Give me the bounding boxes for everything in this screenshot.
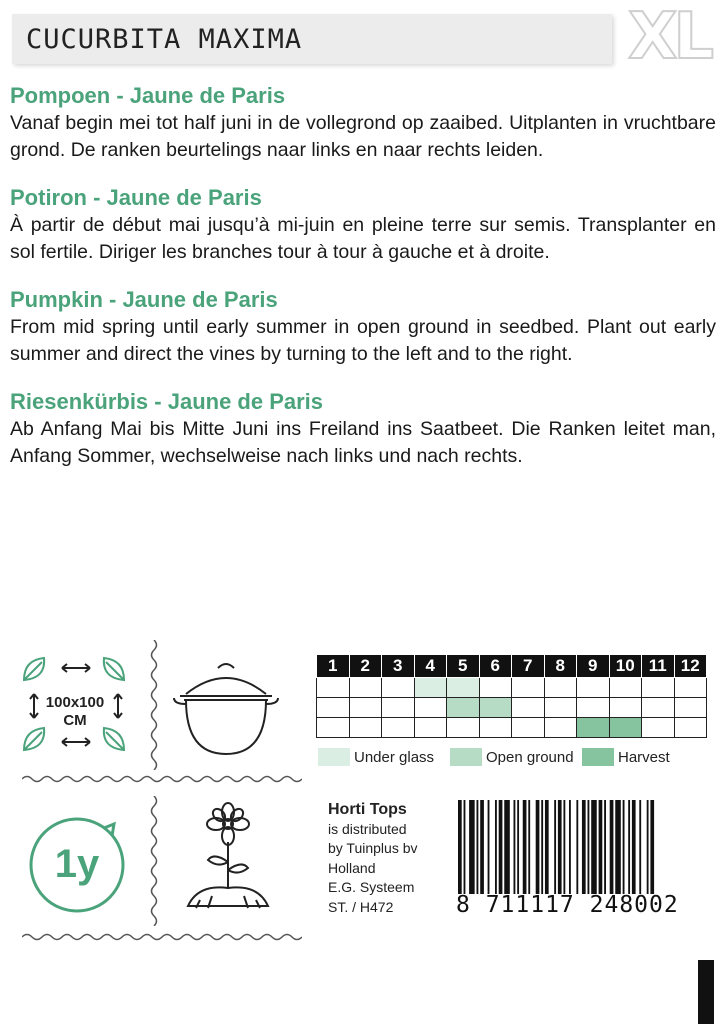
section-text: À partir de début mai jusqu’à mi-juin en pleine terre sur semis. Transplanter en sol fertile. Diriger les branches tour à tour à gauche et à droite. <box>10 214 716 263</box>
cooking-pot-icon <box>166 654 286 764</box>
month-header: 12 <box>674 655 707 678</box>
month-header: 2 <box>349 655 382 678</box>
spacing-label: 100x100 CM <box>45 694 105 729</box>
month-header: 10 <box>609 655 642 678</box>
section-title: Potiron - Jaune de Paris <box>10 185 262 210</box>
brand-name: Horti Tops <box>328 801 407 818</box>
open-ground-cell <box>479 698 512 718</box>
legend-swatch <box>582 748 614 766</box>
barcode-number: 8 711117 248002 <box>456 892 679 918</box>
month-header: 5 <box>447 655 480 678</box>
legend-swatch <box>450 748 482 766</box>
section-title: Riesenkürbis - Jaune de Paris <box>10 389 324 414</box>
section-french <box>10 184 716 266</box>
legend-swatch <box>318 748 350 766</box>
month-header: 7 <box>512 655 545 678</box>
month-header: 6 <box>479 655 512 678</box>
harvest-cell <box>609 718 642 738</box>
section-text: From mid spring until early summer in open ground in seedbed. Plant out early summer and direct the vines by turning to the left and to the right. <box>10 316 716 365</box>
open-ground-cell <box>447 698 480 718</box>
section-dutch <box>10 82 716 164</box>
legend-label: Open ground <box>486 749 574 766</box>
month-header: 9 <box>577 655 610 678</box>
section-text: Ab Anfang Mai bis Mitte Juni ins Freiland ins Saatbeet. Die Ranken leitet man, Anfang Sommer, wechselweise nach links und nach rechts. <box>10 418 716 467</box>
size-badge: XL <box>628 0 711 74</box>
legend-label: Harvest <box>618 749 670 766</box>
title-bar <box>12 14 612 64</box>
wavy-divider <box>148 796 160 926</box>
wavy-divider <box>22 774 302 784</box>
harvest-cell <box>577 718 610 738</box>
distributor-info: Horti Tops is distributed by Tuinplus bv Holland E.G. Systeem ST. / H472 <box>328 801 418 915</box>
section-text: Vanaf begin mei tot half juni in de vollegrond op zaaibed. Uitplanten in vruchtbare grond. De ranken beurtelings naar links en naar rechts leiden. <box>10 112 716 161</box>
section-german <box>10 388 716 470</box>
sowing-calendar <box>316 654 707 738</box>
month-header: 8 <box>544 655 577 678</box>
month-header: 4 <box>414 655 447 678</box>
section-english <box>10 286 716 368</box>
sprouting-flower-icon <box>178 800 278 920</box>
edge-mark <box>698 960 714 1024</box>
species-name: CUCURBITA MAXIMA <box>26 24 303 55</box>
legend-label: Under glass <box>354 749 435 766</box>
under-glass-cell <box>447 678 480 698</box>
wavy-divider <box>22 932 302 942</box>
under-glass-row <box>317 678 707 698</box>
month-header: 3 <box>382 655 415 678</box>
month-header-row <box>317 655 707 678</box>
open-ground-row <box>317 698 707 718</box>
month-header: 1 <box>317 655 350 678</box>
section-title: Pumpkin - Jaune de Paris <box>10 287 278 312</box>
harvest-row <box>317 718 707 738</box>
month-header: 11 <box>642 655 675 678</box>
section-title: Pompoen - Jaune de Paris <box>10 83 286 108</box>
lifecycle-label: 1y <box>54 842 100 886</box>
wavy-divider <box>148 640 160 770</box>
under-glass-cell <box>414 678 447 698</box>
